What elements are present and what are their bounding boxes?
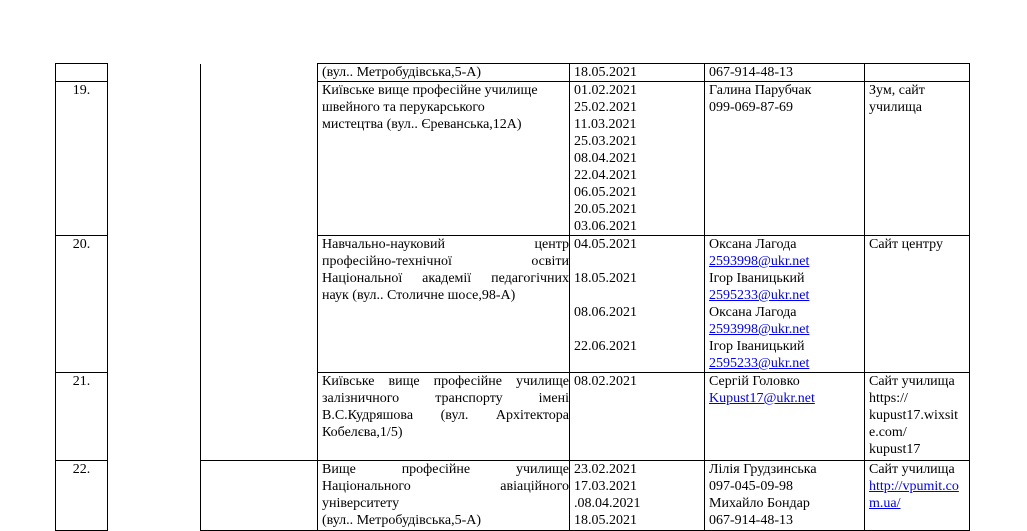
dates-cell: [570, 461, 705, 531]
format-line: Зум, сайт: [869, 83, 925, 98]
table-row: [56, 236, 970, 373]
dates-cell: [570, 373, 705, 461]
date-item: [574, 287, 704, 304]
contact-line: Сергій Головко: [709, 374, 800, 389]
institution-line: наук (вул.. Столичне шосе,98-А): [322, 288, 516, 303]
format-line: Сайт центру: [869, 237, 943, 252]
contact-line: Ігор Іваницький: [709, 339, 805, 354]
contact-line: Лілія Грудзинська: [709, 462, 817, 477]
blank-cell: [108, 373, 201, 461]
date-item: 20.05.2021: [574, 202, 637, 217]
row-number-text: 20.: [72, 237, 91, 252]
contact-line: Ігор Іваницький: [709, 271, 805, 286]
contacts-cell: [705, 373, 865, 461]
institution-cell: [318, 461, 570, 531]
format-cell: [865, 236, 970, 373]
date-item: 22.06.2021: [574, 339, 637, 354]
contact-line: 097-045-09-98: [709, 479, 793, 494]
row-number: [56, 236, 108, 373]
contacts-cell: [705, 82, 865, 236]
blank-cell: [201, 461, 318, 531]
blank-cell: [108, 236, 201, 373]
institution-line: Кобелєва,1/5): [322, 425, 403, 440]
table-row: [56, 461, 970, 531]
date-item: 11.03.2021: [574, 117, 637, 132]
contact-line: Галина Парубчак: [709, 83, 812, 98]
contact-line: Оксана Лагода: [709, 305, 797, 320]
format-line: Сайт училища: [869, 462, 955, 477]
email-link[interactable]: 2593998@ukr.net: [709, 322, 810, 337]
email-line: [709, 390, 864, 407]
date-item: 25.03.2021: [574, 134, 637, 149]
blank-cell: [108, 461, 201, 531]
blank-cell: [201, 64, 318, 82]
contacts-cell: [705, 64, 865, 82]
dates-cell: [570, 64, 705, 82]
format-line: e.com/: [869, 425, 907, 440]
institution-line: мистецтва (вул.. Єреванська,12А): [322, 117, 522, 132]
date-item: 23.02.2021: [574, 462, 637, 477]
date-item: 06.05.2021: [574, 185, 637, 200]
date-item: 08.02.2021: [574, 374, 637, 389]
contacts-cell: [705, 461, 865, 531]
date-item: 25.02.2021: [574, 100, 637, 115]
blank-cell: [201, 236, 318, 373]
contacts-cell: [705, 236, 865, 373]
institution-line: (вул.. Метробудівська,5-А): [322, 65, 482, 80]
row-number: [56, 64, 108, 82]
date-item: 01.02.2021: [574, 83, 637, 98]
blank-cell: [108, 64, 201, 82]
table-row: [56, 64, 970, 82]
format-cell: [865, 64, 970, 82]
institution-line: залізничного транспорту імені: [322, 391, 569, 406]
row-number: [56, 461, 108, 531]
institution-line: Київське вище професійне училище: [322, 83, 538, 98]
date-item: [574, 253, 704, 270]
date-item: 08.06.2021: [574, 305, 637, 320]
contact-line: 067-914-48-13: [709, 65, 793, 80]
contact-line: 099-069-87-69: [709, 100, 793, 115]
format-cell: [865, 82, 970, 236]
institution-line: Національного авіаційного: [322, 479, 569, 494]
format-cell: [865, 461, 970, 531]
email-link[interactable]: Kupust17@ukr.net: [709, 391, 815, 406]
site-link-line: [869, 495, 969, 512]
date-item: 03.06.2021: [574, 219, 637, 234]
row-number: [56, 82, 108, 236]
institution-line: (вул.. Метробудівська,5-А): [322, 513, 482, 528]
date-item: 08.04.2021: [574, 151, 637, 166]
contact-line: 067-914-48-13: [709, 513, 793, 528]
email-line: [709, 287, 864, 304]
date-item: 22.04.2021: [574, 168, 637, 183]
row-number-text: 21.: [72, 374, 91, 389]
row-number: [56, 373, 108, 461]
institution-line: Національної академії педагогічних: [322, 271, 569, 286]
contact-line: Оксана Лагода: [709, 237, 797, 252]
institution-line: швейного та перукарського: [322, 100, 485, 115]
date-item: 17.03.2021: [574, 479, 637, 494]
table-row: [56, 82, 970, 236]
blank-cell: [201, 82, 318, 236]
institution-line: Київське вище професійне училище: [322, 374, 569, 389]
institution-line: університету: [322, 496, 400, 511]
email-link[interactable]: 2593998@ukr.net: [709, 254, 810, 269]
blank-cell: [201, 373, 318, 461]
format-cell: [865, 373, 970, 461]
institution-cell: [318, 82, 570, 236]
date-item: [574, 321, 704, 338]
format-line: kupust17: [869, 442, 921, 457]
email-line: [709, 253, 864, 270]
date-item: 18.05.2021: [574, 513, 637, 528]
schedule-table: [55, 63, 970, 531]
date-item: 18.05.2021: [574, 65, 637, 80]
site-link[interactable]: m.ua/: [869, 496, 901, 511]
format-line: https://: [869, 391, 908, 406]
row-number-text: 22.: [72, 462, 91, 477]
institution-cell: [318, 236, 570, 373]
institution-line: Вище професійне училище: [322, 462, 569, 477]
table-row: [56, 373, 970, 461]
date-item: .08.04.2021: [574, 496, 641, 511]
format-line: Сайт училища: [869, 374, 955, 389]
email-line: [709, 355, 864, 372]
site-link-line: [869, 478, 969, 495]
email-link[interactable]: 2595233@ukr.net: [709, 356, 810, 371]
institution-cell: [318, 373, 570, 461]
format-line: училища: [869, 100, 923, 115]
institution-cell: [318, 64, 570, 82]
format-line: kupust17.wixsit: [869, 408, 959, 423]
date-item: 04.05.2021: [574, 237, 637, 252]
institution-line: професійно-технічної освіти: [322, 254, 569, 269]
dates-cell: [570, 82, 705, 236]
blank-cell: [108, 82, 201, 236]
contact-line: Михайло Бондар: [709, 496, 810, 511]
site-link[interactable]: http://vpumit.co: [869, 479, 959, 494]
date-item: 18.05.2021: [574, 271, 637, 286]
institution-line: Навчально-науковий центр: [322, 237, 569, 252]
row-number-text: 19.: [72, 83, 91, 98]
email-link[interactable]: 2595233@ukr.net: [709, 288, 810, 303]
dates-cell: [570, 236, 705, 373]
institution-line: В.С.Кудряшова (вул. Архітектора: [322, 408, 569, 423]
email-line: [709, 321, 864, 338]
